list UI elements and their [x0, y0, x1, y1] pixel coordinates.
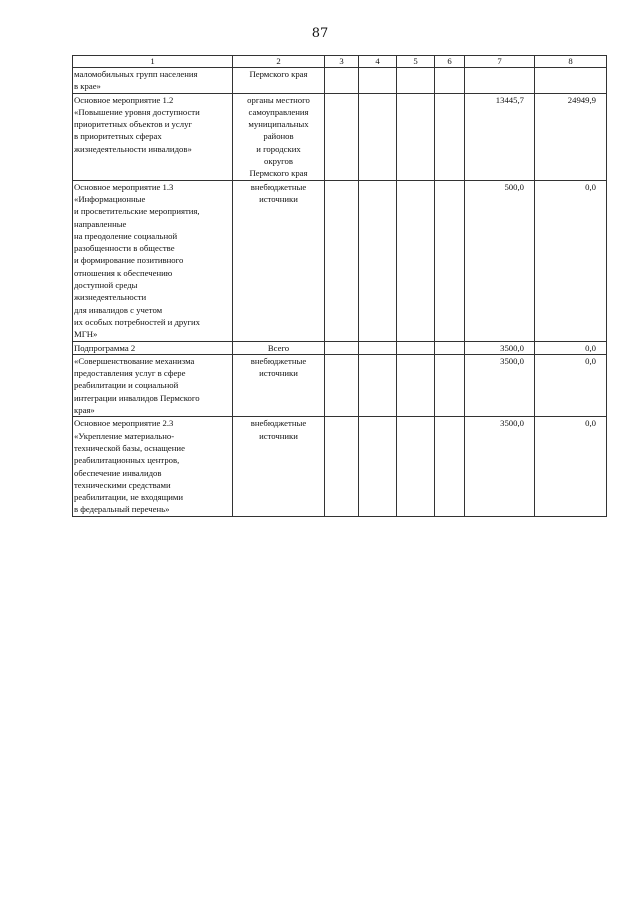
- cell-col-5: [397, 354, 435, 416]
- cell-col-8: [535, 68, 607, 94]
- cell-col-5: [397, 68, 435, 94]
- cell-col-6: [435, 93, 465, 180]
- cell-source: Всего: [233, 341, 325, 354]
- cell-col-4: [359, 68, 397, 94]
- header-col-3: 3: [325, 56, 359, 68]
- cell-source: органы местного самоуправления муниципальных районов и городских округов Пермского края: [233, 93, 325, 180]
- cell-description: Основное мероприятие 1.2 «Повышение уровня доступности приоритетных объектов и услуг в приоритетных сферах жизнедеятельности инвалидов»: [73, 93, 233, 180]
- cell-description: маломобильных групп населения в крае»: [73, 68, 233, 94]
- cell-col-5: [397, 341, 435, 354]
- cell-col-4: [359, 341, 397, 354]
- page-number: 87: [311, 26, 329, 41]
- header-col-2: 2: [233, 56, 325, 68]
- table-row: [73, 93, 607, 180]
- cell-source: внебюджетные источники: [233, 417, 325, 516]
- cell-source: внебюджетные источники: [233, 180, 325, 341]
- cell-description: Подпрограмма 2: [73, 341, 233, 354]
- cell-col-4: [359, 180, 397, 341]
- header-col-5: 5: [397, 56, 435, 68]
- table-header-row: [73, 56, 607, 68]
- cell-col-3: [325, 417, 359, 516]
- cell-col-7: 3500,0: [465, 417, 535, 516]
- cell-col-4: [359, 354, 397, 416]
- table-row: [73, 341, 607, 354]
- cell-col-3: [325, 180, 359, 341]
- cell-col-5: [397, 417, 435, 516]
- table-row: [73, 68, 607, 94]
- cell-col-4: [359, 417, 397, 516]
- cell-col-8: 0,0: [535, 180, 607, 341]
- cell-col-6: [435, 68, 465, 94]
- cell-col-8: 24949,9: [535, 93, 607, 180]
- cell-source: Пермского края: [233, 68, 325, 94]
- cell-description: Основное мероприятие 1.3 «Информационные и просветительские мероприятия, направленные на преодоление социальной разобщенности в обществе и формирование позитивного отношения к обеспечению доступной среды жизнедеятельности для инвалидов с учетом их особых потребностей и других МГН»: [73, 180, 233, 341]
- table-row: [73, 417, 607, 516]
- header-col-1: 1: [73, 56, 233, 68]
- header-col-4: 4: [359, 56, 397, 68]
- cell-col-3: [325, 93, 359, 180]
- cell-col-7: 13445,7: [465, 93, 535, 180]
- cell-source: внебюджетные источники: [233, 354, 325, 416]
- cell-col-8: 0,0: [535, 341, 607, 354]
- financing-table: [72, 55, 607, 517]
- cell-col-7: [465, 68, 535, 94]
- cell-description: Основное мероприятие 2.3 «Укрепление материально- технической базы, оснащение реабилитационных центров, обеспечение инвалидов техническими средствами реабилитации, не входящими в федеральный перечень»: [73, 417, 233, 516]
- cell-col-7: 3500,0: [465, 354, 535, 416]
- cell-col-6: [435, 354, 465, 416]
- cell-col-5: [397, 180, 435, 341]
- cell-col-6: [435, 180, 465, 341]
- cell-col-3: [325, 68, 359, 94]
- cell-col-8: 0,0: [535, 354, 607, 416]
- cell-col-7: 3500,0: [465, 341, 535, 354]
- table-row: [73, 354, 607, 416]
- cell-col-3: [325, 354, 359, 416]
- cell-col-5: [397, 93, 435, 180]
- cell-col-4: [359, 93, 397, 180]
- cell-col-6: [435, 341, 465, 354]
- cell-col-3: [325, 341, 359, 354]
- header-col-8: 8: [535, 56, 607, 68]
- cell-col-7: 500,0: [465, 180, 535, 341]
- table-row: [73, 180, 607, 341]
- header-col-6: 6: [435, 56, 465, 68]
- cell-description: «Совершенствование механизма предоставления услуг в сфере реабилитации и социальной интеграции инвалидов Пермского края»: [73, 354, 233, 416]
- header-col-7: 7: [465, 56, 535, 68]
- cell-col-6: [435, 417, 465, 516]
- cell-col-8: 0,0: [535, 417, 607, 516]
